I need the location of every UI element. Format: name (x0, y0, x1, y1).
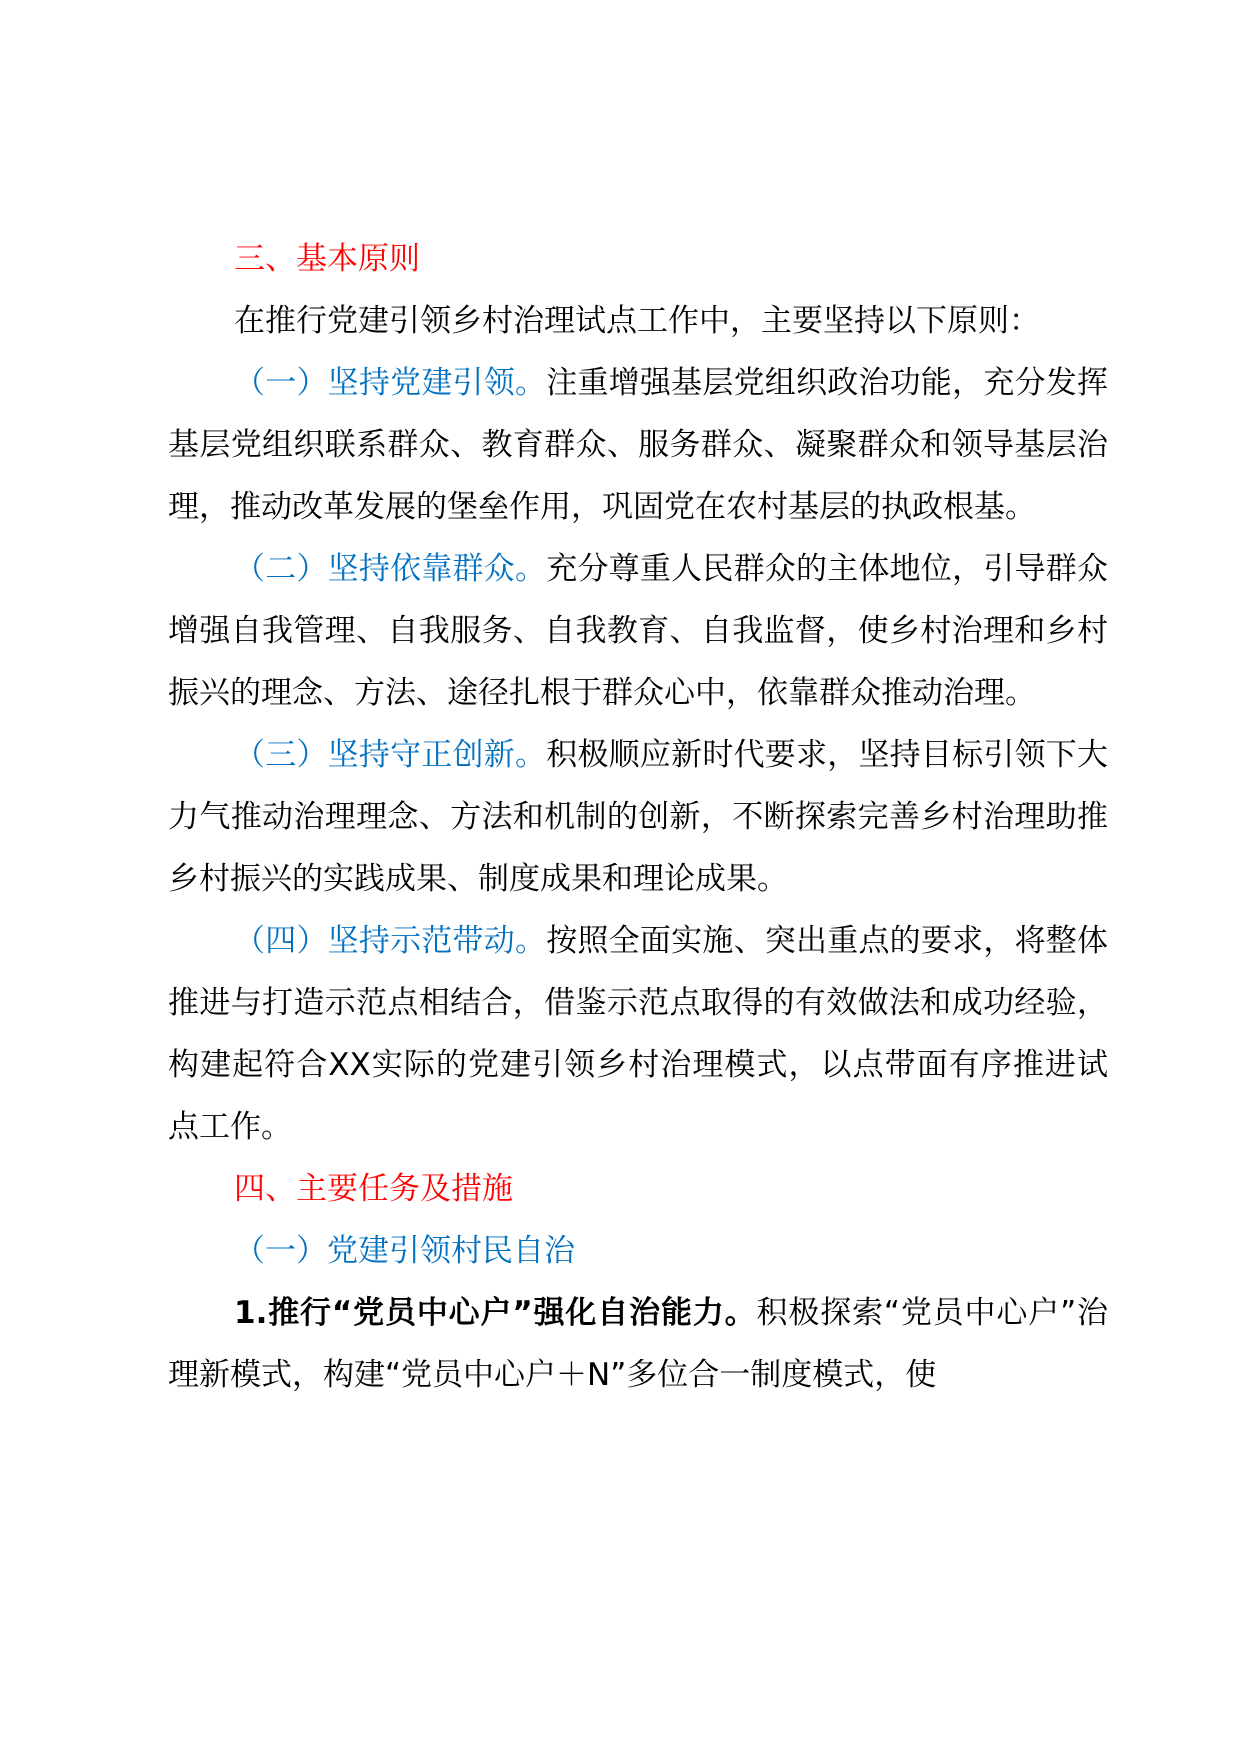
item-1-title: 1.推行“党员中心户”强化自治能力。 (234, 1295, 757, 1331)
principle-1-paragraph (168, 352, 1108, 538)
principle-4-paragraph (168, 910, 1108, 1158)
principle-4-text: 按照全面实施、突出重点的要求，将整体推进与打造示范点相结合，借鉴示范点取得的有效做法和成功经验，构建起符合XX实际的党建引领乡村治理模式，以点带面有序推进试点工作。 (168, 923, 1109, 1145)
document-page (168, 228, 1108, 1406)
principle-2-text: 充分尊重人民群众的主体地位，引导群众增强自我管理、自我服务、自我教育、自我监督，使乡村治理和乡村振兴的理念、方法、途径扎根于群众心中，依靠群众推动治理。 (168, 551, 1109, 711)
item-1-paragraph (168, 1282, 1108, 1406)
principle-4-title: （四）坚持示范带动。 (234, 923, 547, 959)
principle-1-title: （一）坚持党建引领。 (234, 365, 547, 401)
section-3-intro: 在推行党建引领乡村治理试点工作中，主要坚持以下原则： (234, 303, 1040, 339)
principle-2-title: （二）坚持依靠群众。 (234, 551, 547, 587)
section-3-heading: 三、基本原则 (234, 241, 420, 277)
section-4-heading: 四、主要任务及措施 (234, 1171, 513, 1207)
section-4-subheading: （一）党建引领村民自治 (234, 1233, 575, 1269)
item-1-text: 积极探索“党员中心户”治理新模式，构建“党员中心户＋N”多位合一制度模式，使 (168, 1295, 1108, 1393)
principle-3-paragraph (168, 724, 1108, 910)
principle-3-text: 积极顺应新时代要求，坚持目标引领下大力气推动治理理念、方法和机制的创新，不断探索完善乡村治理助推乡村振兴的实践成果、制度成果和理论成果。 (168, 737, 1109, 897)
principle-1-text: 注重增强基层党组织政治功能，充分发挥基层党组织联系群众、教育群众、服务群众、凝聚群众和领导基层治理，推动改革发展的堡垒作用，巩固党在农村基层的执政根基。 (168, 365, 1109, 525)
principle-2-paragraph (168, 538, 1108, 724)
principle-3-title: （三）坚持守正创新。 (234, 737, 547, 773)
